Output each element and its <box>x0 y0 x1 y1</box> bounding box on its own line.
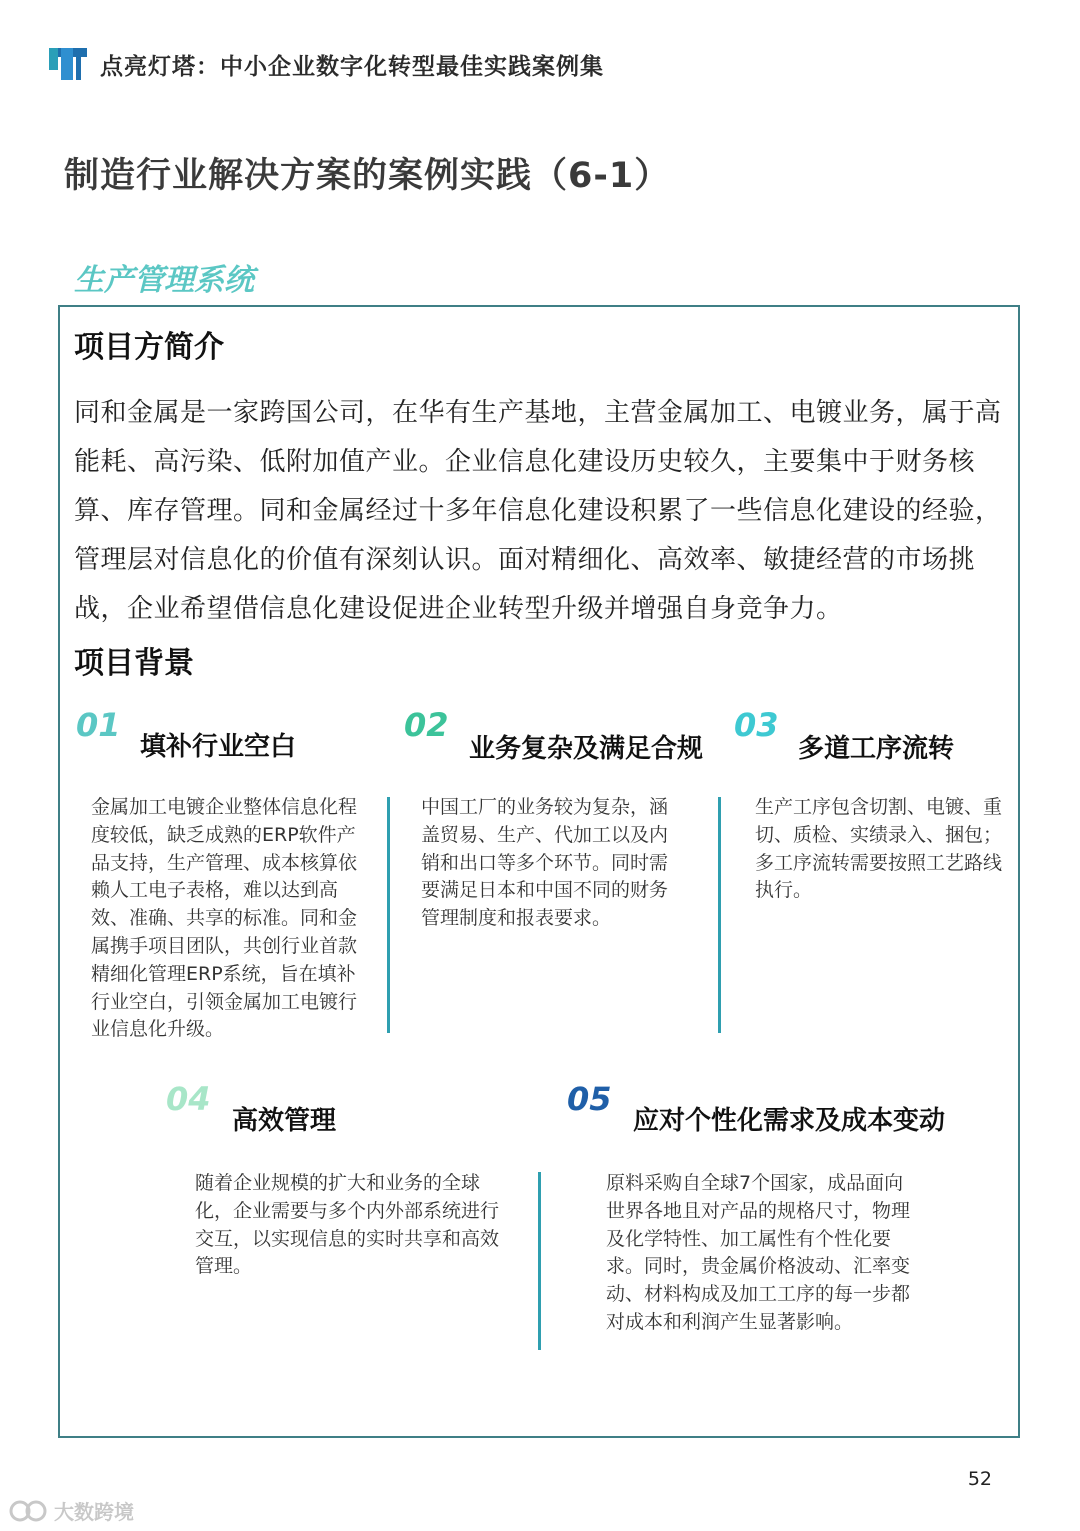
watermark <box>8 1496 134 1525</box>
card-body-02: 中国工厂的业务较为复杂，涵盖贸易、生产、代加工以及内销和出口等多个环节。同时需要满足日本和中国不同的财务管理制度和报表要求。 <box>421 796 669 930</box>
page-title: 制造行业解决方案的案例实践（6-1） <box>64 156 671 196</box>
card-title-04: 高效管理 <box>232 1106 337 1136</box>
page-number: 52 <box>967 1468 992 1490</box>
card-number-05: 05 <box>567 1080 612 1118</box>
card-divider <box>387 797 390 1033</box>
background-heading: 项目背景 <box>74 646 194 681</box>
card-divider <box>538 1172 541 1350</box>
intro-heading: 项目方简介 <box>74 330 224 365</box>
card-title-03: 多道工序流转 <box>798 734 955 764</box>
card-body-03: 生产工序包含切割、电镀、重切、质检、实绩录入、捆包；多工序流转需要按照工艺路线执行。 <box>755 796 1003 902</box>
card-body-01: 金属加工电镀企业整体信息化程度较低，缺乏成熟的ERP软件产品支持，生产管理、成本核算依赖人工电子表格，难以达到高效、准确、共享的标准。同和金属携手项目团队，共创行业首款精细化管理ERP系统，旨在填补行业空白，引领金属加工电镀行业信息化升级。 <box>91 796 358 1041</box>
card-number-04: 04 <box>166 1080 211 1118</box>
watermark-logo-icon <box>8 1498 50 1524</box>
header-title: 点亮灯塔：中小企业数字化转型最佳实践案例集 <box>100 54 604 80</box>
card-title-05: 应对个性化需求及成本变动 <box>633 1106 946 1136</box>
card-title-02: 业务复杂及满足合规 <box>469 734 704 764</box>
lighthouse-logo-icon <box>49 44 87 80</box>
card-title-01: 填补行业空白 <box>140 732 297 762</box>
intro-paragraph: 同和金属是一家跨国公司，在华有生产基地，主营金属加工、电镀业务，属于高能耗、高污染、低附加值产业。企业信息化建设历史较久，主要集中于财务核算、库存管理。同和金属经过十多年信息化建设积累了一些信息化建设的经验，管理层对信息化的价值有深刻认识。面对精细化、高效率、敏捷经营的市场挑战，企业希望借信息化建设促进企业转型升级并增强自身竞争力。 <box>74 398 1002 624</box>
section-title: 生产管理系统 <box>74 263 254 298</box>
card-body-04: 随着企业规模的扩大和业务的全球化，企业需要与多个内外部系统进行交互，以实现信息的实时共享和高效管理。 <box>195 1172 500 1278</box>
card-number-01: 01 <box>76 706 121 744</box>
watermark-text: 大数跨境 <box>54 1500 134 1524</box>
card-number-03: 03 <box>734 706 779 744</box>
card-number-02: 02 <box>404 706 449 744</box>
card-body-05: 原料采购自全球7个国家，成品面向世界各地且对产品的规格尺寸，物理及化学特性、加工属性有个性化要求。同时，贵金属价格波动、汇率变动、材料构成及加工工序的每一步都对成本和利润产生显著影响。 <box>606 1172 911 1333</box>
card-divider <box>718 797 721 1033</box>
